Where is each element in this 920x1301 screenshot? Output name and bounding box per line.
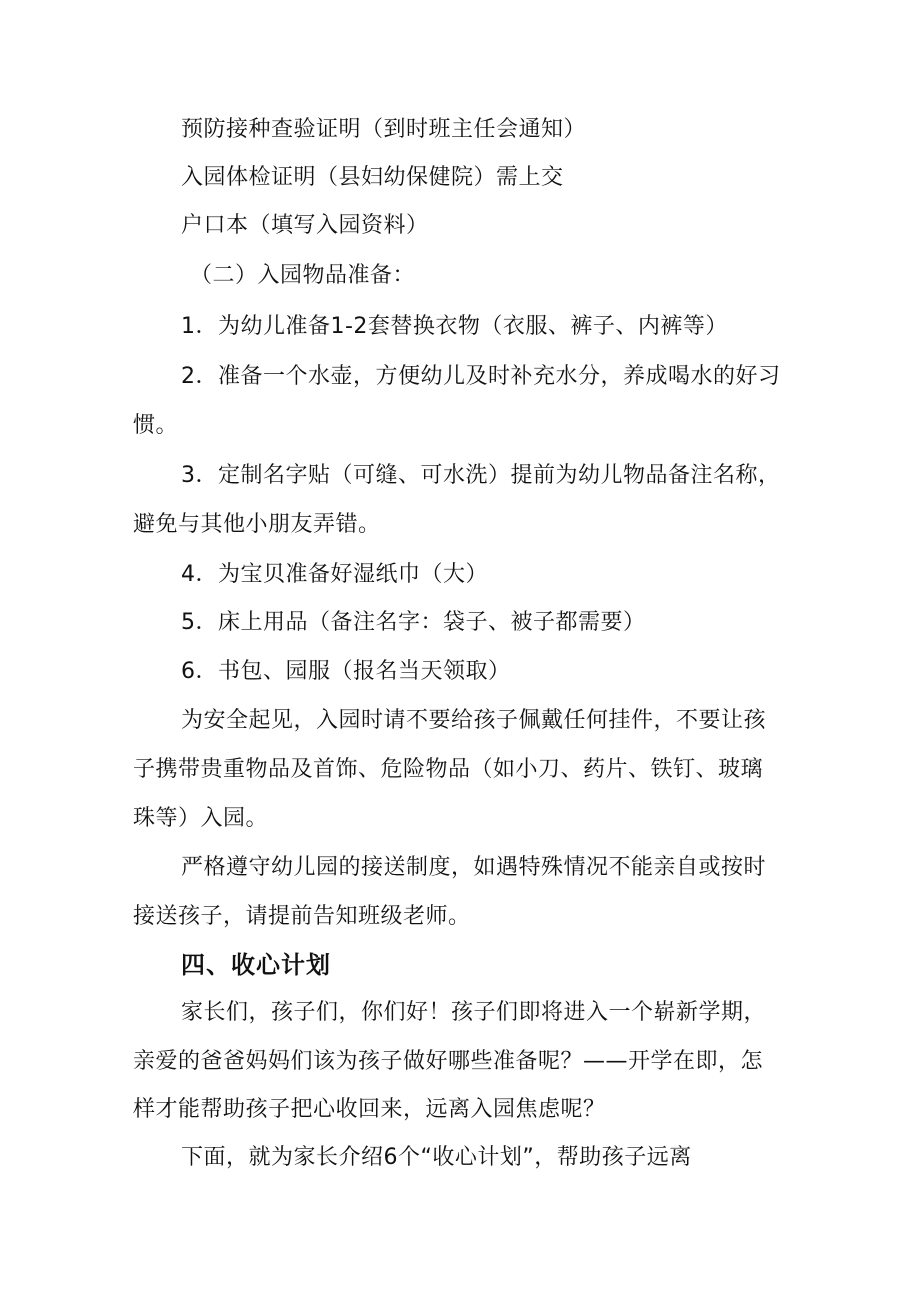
doc-health-check: 入园体检证明（县妇幼保健院）需上交	[181, 165, 564, 190]
intro-paragraph-line-3: 样才能帮助孩子把心收回来，远离入园焦虑呢？	[133, 1097, 606, 1122]
item-6: 6．书包、园服（报名当天领取）	[181, 659, 511, 684]
safety-paragraph-line-3: 珠等）入园。	[133, 806, 269, 831]
item-1: 1．为幼儿准备1-2套替换衣物（衣服、裤子、内裤等）	[181, 314, 728, 339]
item-2-line-2: 惯。	[133, 413, 179, 438]
safety-paragraph-line-1: 为安全起见，入园时请不要给孩子佩戴任何挂件，不要让孩	[181, 708, 767, 733]
doc-vaccination: 预防接种查验证明（到时班主任会通知）	[181, 117, 587, 142]
safety-paragraph-line-2: 子携带贵重物品及首饰、危险物品（如小刀、药片、铁钉、玻璃	[133, 757, 764, 782]
item-3-line-1: 3．定制名字贴（可缝、可水洗）提前为幼儿物品备注名称，	[181, 463, 781, 488]
items-section-title: （二）入园物品准备：	[190, 263, 416, 288]
next-paragraph-line-1: 下面，就为家长介绍6个“收心计划”，帮助孩子远离	[181, 1145, 692, 1170]
doc-household-register: 户口本（填写入园资料）	[181, 213, 429, 238]
intro-paragraph-line-2: 亲爱的爸爸妈妈们该为孩子做好哪些准备呢？——开学在即，怎	[133, 1049, 764, 1074]
pickup-paragraph-line-2: 接送孩子，请提前告知班级老师。	[133, 904, 471, 929]
item-3-line-2: 避免与其他小朋友弄错。	[133, 512, 381, 537]
intro-paragraph-line-1: 家长们，孩子们，你们好！孩子们即将进入一个崭新学期，	[181, 1000, 767, 1025]
item-2-line-1: 2．准备一个水壶，方便幼儿及时补充水分，养成喝水的好习	[181, 364, 781, 389]
item-4: 4．为宝贝准备好湿纸巾（大）	[181, 562, 488, 587]
item-5: 5．床上用品（备注名字：袋子、被子都需要）	[181, 610, 646, 635]
section-4-heading: 四、收心计划	[181, 951, 331, 979]
pickup-paragraph-line-1: 严格遵守幼儿园的接送制度，如遇特殊情况不能亲自或按时	[181, 855, 767, 880]
